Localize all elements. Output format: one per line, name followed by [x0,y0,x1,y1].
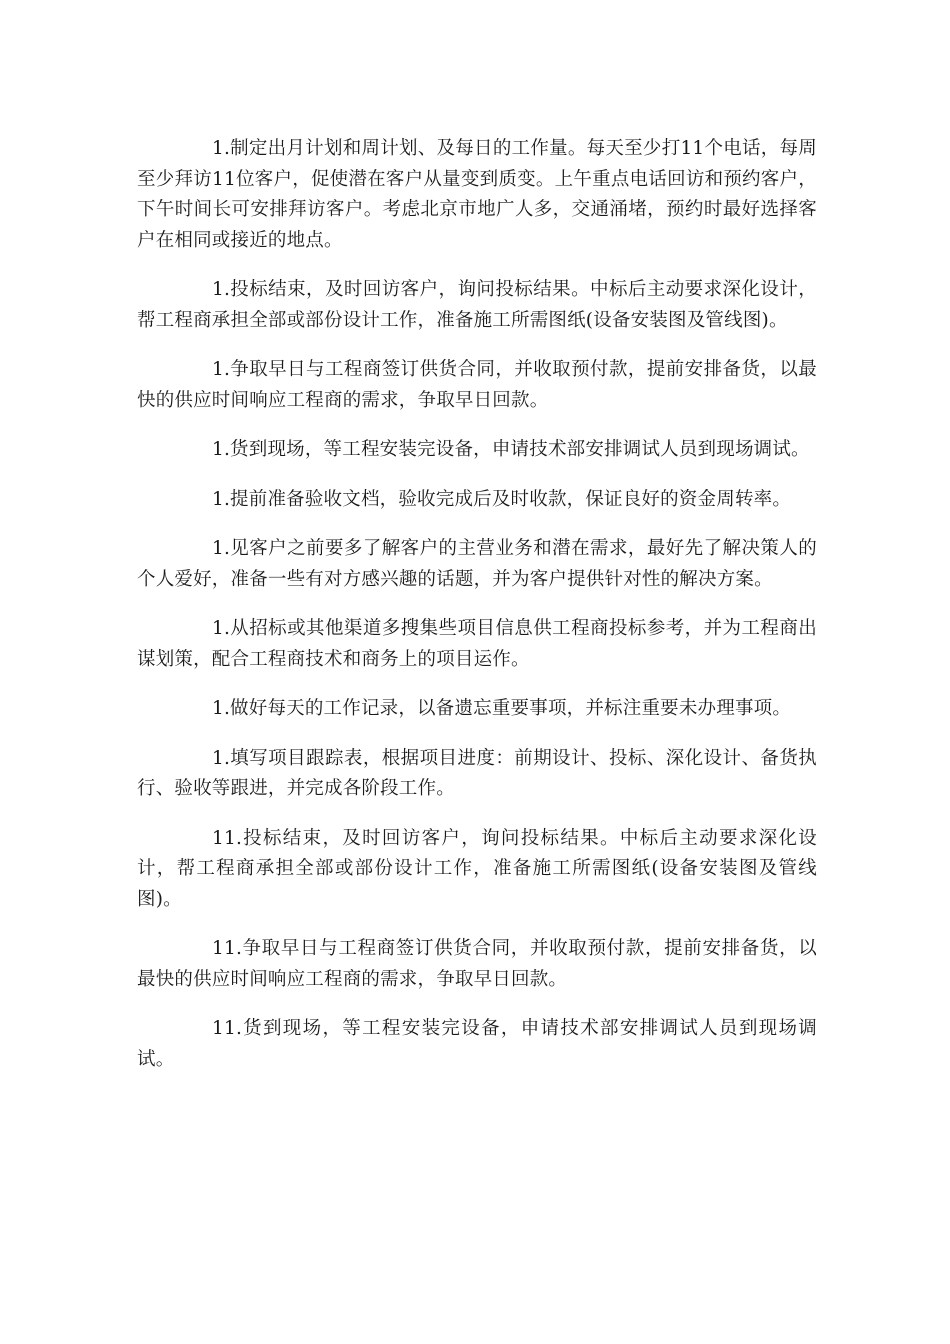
paragraph: 11.争取早日与工程商签订供货合同，并收取预付款，提前安排备货，以最快的供应时间响应工程商的需求，争取早日回款。 [137,938,817,990]
paragraph: 11.投标结束，及时回访客户，询问投标结果。中标后主动要求深化设计，帮工程商承担全部或部份设计工作，准备施工所需图纸(设备安装图及管线图)。 [137,827,817,910]
paragraph: 1.见客户之前要多了解客户的主营业务和潜在需求，最好先了解决策人的个人爱好，准备一些有对方感兴趣的话题，并为客户提供针对性的解决方案。 [137,538,817,590]
paragraph: 1.提前准备验收文档，验收完成后及时收款，保证良好的资金周转率。 [212,488,792,510]
paragraph: 1.货到现场，等工程安装完设备，申请技术部安排调试人员到现场调试。 [212,439,810,460]
paragraph: 1.从招标或其他渠道多搜集些项目信息供工程商投标参考，并为工程商出谋划策，配合工程商技术和商务上的项目运作。 [137,618,817,670]
paragraph: 1.填写项目跟踪表，根据项目进度：前期设计、投标、深化设计、备货执行、验收等跟进，并完成各阶段工作。 [137,747,817,799]
document-body [137,134,817,1094]
paragraph: 1.制定出月计划和周计划、及每日的工作量。每天至少打11个电话，每周至少拜访11位客户，促使潜在客户从量变到质变。上午重点电话回访和预约客户，下午时间长可安排拜访客户。考虑北京市地广人多，交通涌堵，预约时最好选择客户在相同或接近的地点。 [137,138,817,251]
paragraph: 1.做好每天的工作记录，以备遗忘重要事项，并标注重要未办理事项。 [212,698,792,719]
paragraph: 11.货到现场，等工程安装完设备，申请技术部安排调试人员到现场调试。 [137,1018,817,1070]
paragraph: 1.争取早日与工程商签订供货合同，并收取预付款，提前安排备货，以最快的供应时间响应工程商的需求，争取早日回款。 [137,359,817,411]
paragraph: 1.投标结束，及时回访客户，询问投标结果。中标后主动要求深化设计，帮工程商承担全部或部份设计工作，准备施工所需图纸(设备安装图及管线图)。 [137,279,817,331]
